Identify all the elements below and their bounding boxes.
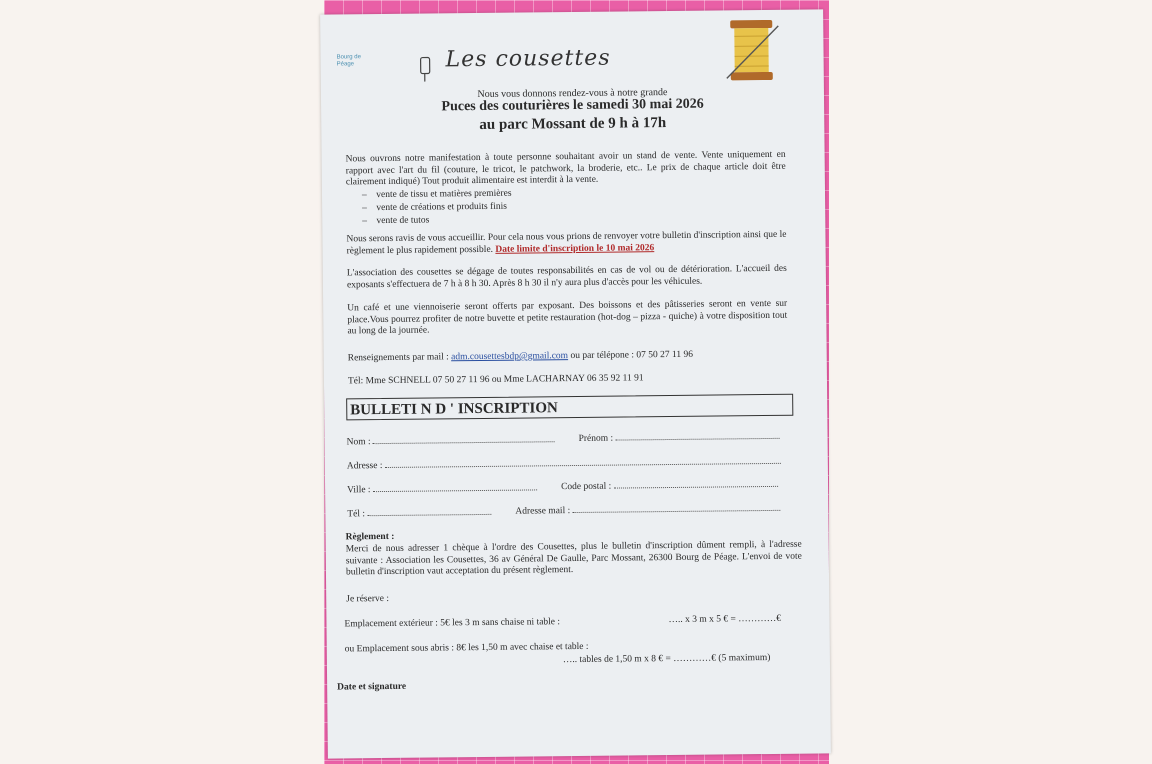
paragraph-refreshments: Un café et une viennoiserie seront offerts par exposant. Des boissons et des pâtisseries seront en vente sur place.Vous pourrez profiter de notre buvette et petite restauration (hot-dog – pizza - quiche) à votre disposition tout au long de la journée. bbox=[347, 298, 788, 337]
association-logo: Bourg de Péage bbox=[336, 54, 361, 68]
contact-email-link[interactable]: adm.cousettesbdp@gmail.com bbox=[451, 351, 569, 363]
paragraph-rules: Nous ouvrons notre manifestation à toute personne souhaitant avoir un stand de vente. Vente uniquement en rapport avec l'art du fil (couture, le tricot, le patchwork, la broderie, etc.. Le prix de chaque article doit être clairement indiqué) Tout produit alimentaire est interdit à la vente. bbox=[345, 149, 786, 188]
ville-field[interactable]: Ville : bbox=[347, 481, 537, 495]
event-headline: Puces des couturières le samedi 30 mai 2026 bbox=[441, 96, 704, 115]
bullet-item: – vente de tissu et matières premières bbox=[361, 188, 512, 201]
nom-field[interactable]: Nom : bbox=[347, 433, 556, 447]
reglement-text: Merci de nous adresser 1 chèque à l'ordre des Cousettes, plus le bulletin d'inscription dûment rempli, à l'adresse suivante : Association les Cousettes, 36 av Général De Gaulle, Parc Mossant, 26300 Bourg de Péage. L'envoi de vote bulletin d'inscription vaut acceptation du présent règlement. bbox=[345, 539, 802, 578]
event-location: au parc Mossant de 9 h à 17h bbox=[479, 115, 667, 133]
emplacement-exterieur: Emplacement extérieur : 5€ les 3 m sans chaise ni table : bbox=[344, 617, 561, 630]
paragraph-responsibility: L'association des cousettes se dégage de toutes responsabilités en cas de vol ou de détérioration. L'accueil des exposants s'effectuera de 7 h à 8 h 30. Après 8 h 30 il n'y aura plus d'accès pour les véhicules. bbox=[346, 263, 787, 290]
bulletin-title: BULLETI N D ' INSCRIPTION bbox=[346, 394, 793, 421]
adresse-mail-field[interactable]: Adresse mail : bbox=[515, 502, 780, 517]
prenom-field[interactable]: Prénom : bbox=[579, 430, 780, 444]
reglement-title: Règlement : bbox=[345, 531, 395, 543]
phone-line: Tél: Mme SCHNELL 07 50 27 11 96 ou Mme LACHARNAY 06 35 92 11 91 bbox=[347, 373, 644, 387]
emplacement-abri-calc[interactable]: ….. tables de 1,50 m x 8 € = …………€ (5 maximum) bbox=[562, 652, 771, 666]
contact-line: Renseignements par mail : adm.cousettesbdp@gmail.com ou par télépone : 07 50 27 11 96 bbox=[347, 349, 694, 364]
bullet-item: – vente de tutos bbox=[362, 215, 430, 227]
bullet-item: – vente de créations et produits finis bbox=[362, 201, 508, 214]
paragraph-welcome: Nous serons ravis de vous accueillir. Pour cela nous vous prions de renvoyer votre bulletin d'inscription ainsi que le règlement le plus rapidement possible. Date limite d'inscription le 10 mai 2026 bbox=[346, 229, 787, 256]
intro-text: Nous vous donnons rendez-vous à notre grande bbox=[477, 87, 668, 101]
deadline-notice: Date limite d'inscription le 10 mai 2026 bbox=[495, 242, 655, 255]
adresse-field[interactable]: Adresse : bbox=[347, 455, 781, 472]
date-signature: Date et signature bbox=[337, 681, 407, 693]
code-postal-field[interactable]: Code postal : bbox=[561, 478, 778, 492]
tel-field[interactable]: Tél : bbox=[347, 506, 491, 520]
brand-title: Les cousettes bbox=[445, 45, 611, 73]
emplacement-abri: ou Emplacement sous abris : 8€ les 1,50 m avec chaise et table : bbox=[344, 641, 589, 655]
thread-spool-icon bbox=[724, 18, 781, 83]
flyer-document bbox=[320, 9, 831, 758]
emplacement-exterieur-calc[interactable]: ….. x 3 m x 5 € = …………€ bbox=[668, 613, 782, 626]
scissors-icon bbox=[417, 53, 441, 83]
reserve-label: Je réserve : bbox=[346, 593, 390, 605]
